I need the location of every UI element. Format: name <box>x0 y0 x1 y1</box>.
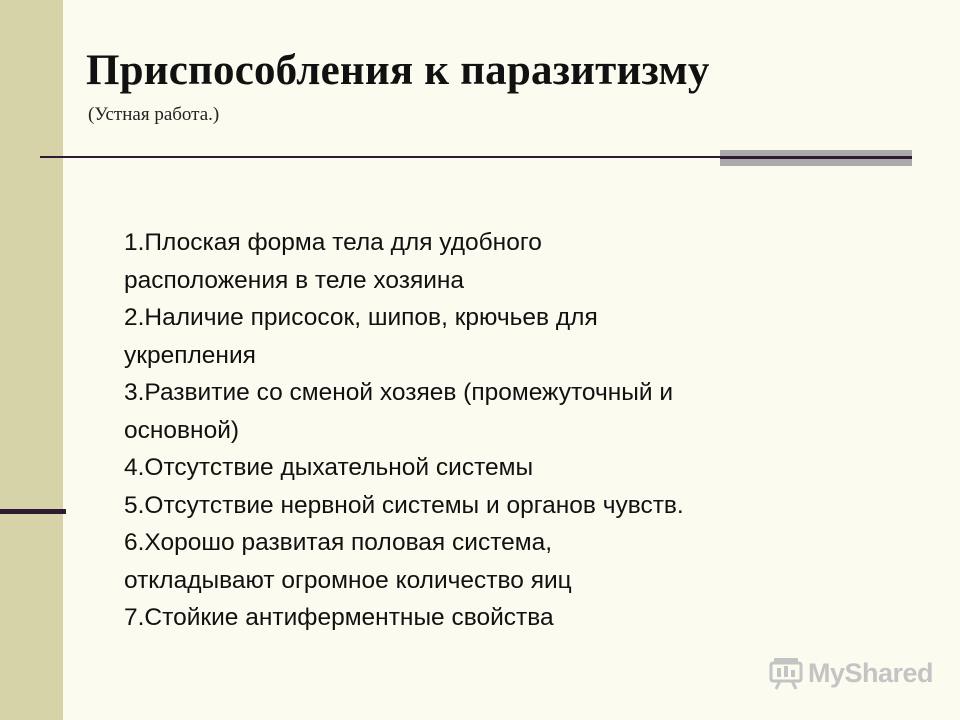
list-item: 4.Отсутствие дыхательной системы <box>124 454 534 481</box>
list-item: расположения в теле хозяина <box>124 266 465 294</box>
list-item: 7.Стойкие антиферментные свойства <box>124 604 554 631</box>
list-item: 2.Наличие присосок, шипов, крючьев для <box>124 304 598 331</box>
watermark <box>768 656 933 690</box>
slide-title: Приспособления к паразитизму <box>86 47 710 94</box>
watermark-text: MyShared <box>808 657 934 688</box>
list-item: 5.Отсутствие нервной системы и органов чувств. <box>124 491 684 519</box>
adaptations-list <box>124 224 904 637</box>
list-item: 3.Развитие со сменой хозяев (промежуточный и <box>124 379 674 406</box>
side-bar <box>0 0 63 720</box>
side-bar-mark <box>0 509 66 514</box>
slide-subtitle: (Устная работа.) <box>88 104 220 125</box>
list-item: откладывают огромное количество яиц <box>124 566 572 594</box>
list-item: 6.Хорошо развитая половая система, <box>124 529 553 556</box>
title-divider-accent-line <box>720 156 912 159</box>
list-item: основной) <box>124 416 240 444</box>
list-item: 1.Плоская форма тела для удобного <box>124 229 542 256</box>
list-item: укрепления <box>124 341 256 369</box>
presentation-board-icon <box>768 656 804 690</box>
